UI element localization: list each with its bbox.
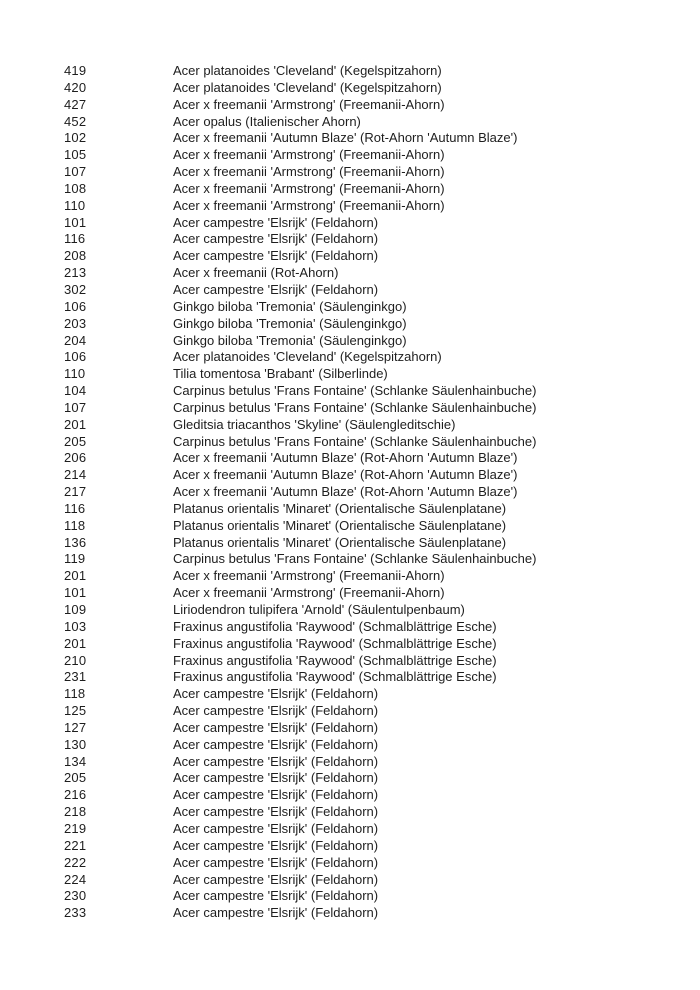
tree-name: Gleditsia triacanthos 'Skyline' (Säulengleditschie) xyxy=(173,416,456,432)
list-item xyxy=(64,535,680,552)
list-item xyxy=(64,366,680,383)
tree-number: 104 xyxy=(64,383,87,399)
tree-name: Acer x freemanii 'Armstrong' (Freemanii-Ahorn) xyxy=(173,585,445,601)
list-item xyxy=(64,349,680,366)
tree-name: Acer x freemanii 'Armstrong' (Freemanii-Ahorn) xyxy=(173,147,445,163)
list-item xyxy=(64,737,680,754)
tree-name: Tilia tomentosa 'Brabant' (Silberlinde) xyxy=(173,366,388,382)
list-item xyxy=(64,518,680,535)
tree-number: 213 xyxy=(64,265,87,281)
list-item xyxy=(64,821,680,838)
tree-name: Acer x freemanii 'Autumn Blaze' (Rot-Ahorn 'Autumn Blaze') xyxy=(173,467,518,483)
tree-name: Fraxinus angustifolia 'Raywood' (Schmalblättrige Esche) xyxy=(173,652,497,668)
list-item xyxy=(64,417,680,434)
tree-number: 205 xyxy=(64,770,87,786)
tree-number: 219 xyxy=(64,820,87,836)
tree-number: 116 xyxy=(64,231,86,247)
list-item xyxy=(64,501,680,518)
tree-name: Acer platanoides 'Cleveland' (Kegelspitzahorn) xyxy=(173,79,442,95)
tree-number: 125 xyxy=(64,703,87,719)
tree-name: Ginkgo biloba 'Tremonia' (Säulenginkgo) xyxy=(173,298,407,314)
list-item xyxy=(64,434,680,451)
tree-name: Platanus orientalis 'Minaret' (Orientalische Säulenplatane) xyxy=(173,534,507,550)
tree-name: Carpinus betulus 'Frans Fontaine' (Schlanke Säulenhainbuche) xyxy=(173,383,537,399)
list-item xyxy=(64,551,680,568)
tree-name: Acer campestre 'Elsrijk' (Feldahorn) xyxy=(173,837,379,853)
list-item xyxy=(64,703,680,720)
tree-number: 118 xyxy=(64,517,86,533)
list-item xyxy=(64,838,680,855)
list-item xyxy=(64,231,680,248)
list-item xyxy=(64,215,680,232)
list-item xyxy=(64,568,680,585)
tree-number: 110 xyxy=(64,197,86,213)
tree-name: Acer campestre 'Elsrijk' (Feldahorn) xyxy=(173,703,379,719)
tree-number: 419 xyxy=(64,63,87,78)
tree-name: Acer campestre 'Elsrijk' (Feldahorn) xyxy=(173,214,379,230)
list-item xyxy=(64,114,680,131)
tree-name: Acer x freemanii 'Autumn Blaze' (Rot-Ahorn 'Autumn Blaze') xyxy=(173,484,518,500)
tree-number: 134 xyxy=(64,753,87,769)
tree-name: Acer x freemanii 'Armstrong' (Freemanii-Ahorn) xyxy=(173,96,445,112)
tree-number: 105 xyxy=(64,147,87,163)
tree-number: 118 xyxy=(64,686,86,702)
tree-name: Acer campestre 'Elsrijk' (Feldahorn) xyxy=(173,248,379,264)
list-item xyxy=(64,265,680,282)
tree-name: Fraxinus angustifolia 'Raywood' (Schmalblättrige Esche) xyxy=(173,669,497,685)
list-item xyxy=(64,787,680,804)
list-item xyxy=(64,80,680,97)
list-item xyxy=(64,804,680,821)
list-item xyxy=(64,636,680,653)
tree-number: 218 xyxy=(64,804,87,820)
list-item xyxy=(64,248,680,265)
tree-number: 216 xyxy=(64,787,87,803)
tree-number: 427 xyxy=(64,96,87,112)
list-item xyxy=(64,63,680,80)
tree-name: Fraxinus angustifolia 'Raywood' (Schmalblättrige Esche) xyxy=(173,618,497,634)
tree-name: Fraxinus angustifolia 'Raywood' (Schmalblättrige Esche) xyxy=(173,635,497,651)
tree-number: 214 xyxy=(64,467,87,483)
tree-number: 206 xyxy=(64,450,87,466)
list-item xyxy=(64,602,680,619)
tree-name: Acer campestre 'Elsrijk' (Feldahorn) xyxy=(173,686,379,702)
list-item xyxy=(64,147,680,164)
list-item xyxy=(64,754,680,771)
list-item xyxy=(64,450,680,467)
tree-name: Carpinus betulus 'Frans Fontaine' (Schlanke Säulenhainbuche) xyxy=(173,551,537,567)
tree-number: 101 xyxy=(64,585,87,601)
tree-number: 109 xyxy=(64,602,87,617)
tree-number: 102 xyxy=(64,130,87,146)
list-item xyxy=(64,316,680,333)
tree-name: Acer platanoides 'Cleveland' (Kegelspitzahorn) xyxy=(173,63,442,78)
tree-number: 107 xyxy=(64,164,87,180)
list-item xyxy=(64,400,680,417)
tree-number: 205 xyxy=(64,433,87,449)
tree-name: Platanus orientalis 'Minaret' (Orientalische Säulenplatane) xyxy=(173,500,507,516)
tree-number: 106 xyxy=(64,298,87,314)
list-item xyxy=(64,333,680,350)
tree-name: Acer x freemanii (Rot-Ahorn) xyxy=(173,265,339,281)
tree-name: Acer campestre 'Elsrijk' (Feldahorn) xyxy=(173,854,379,870)
list-item xyxy=(64,585,680,602)
tree-name: Acer campestre 'Elsrijk' (Feldahorn) xyxy=(173,787,379,803)
tree-number: 208 xyxy=(64,248,87,264)
tree-name: Ginkgo biloba 'Tremonia' (Säulenginkgo) xyxy=(173,315,407,331)
list-item xyxy=(64,669,680,686)
list-item xyxy=(64,181,680,198)
tree-name: Acer campestre 'Elsrijk' (Feldahorn) xyxy=(173,736,379,752)
tree-number: 221 xyxy=(64,837,87,853)
list-item xyxy=(64,484,680,501)
list-item xyxy=(64,855,680,872)
tree-number: 204 xyxy=(64,332,87,348)
tree-number: 452 xyxy=(64,113,87,129)
tree-name: Acer x freemanii 'Armstrong' (Freemanii-Ahorn) xyxy=(173,180,445,196)
tree-number: 420 xyxy=(64,79,87,95)
tree-number: 119 xyxy=(64,551,86,567)
tree-number: 103 xyxy=(64,618,87,634)
tree-name: Acer campestre 'Elsrijk' (Feldahorn) xyxy=(173,905,379,921)
tree-name: Acer platanoides 'Cleveland' (Kegelspitzahorn) xyxy=(173,349,442,365)
list-item xyxy=(64,720,680,737)
list-item xyxy=(64,299,680,316)
tree-number: 203 xyxy=(64,315,87,331)
tree-number: 136 xyxy=(64,534,87,550)
tree-number: 108 xyxy=(64,180,87,196)
tree-name: Acer campestre 'Elsrijk' (Feldahorn) xyxy=(173,281,379,297)
tree-name: Acer x freemanii 'Autumn Blaze' (Rot-Ahorn 'Autumn Blaze') xyxy=(173,450,518,466)
tree-name: Acer campestre 'Elsrijk' (Feldahorn) xyxy=(173,804,379,820)
tree-name: Acer campestre 'Elsrijk' (Feldahorn) xyxy=(173,231,379,247)
list-item xyxy=(64,619,680,636)
tree-name: Acer campestre 'Elsrijk' (Feldahorn) xyxy=(173,820,379,836)
tree-number: 130 xyxy=(64,736,87,752)
tree-number: 210 xyxy=(64,652,87,668)
list-item xyxy=(64,282,680,299)
tree-name: Acer campestre 'Elsrijk' (Feldahorn) xyxy=(173,871,379,887)
list-item xyxy=(64,686,680,703)
tree-name: Acer opalus (Italienischer Ahorn) xyxy=(173,113,361,129)
tree-number: 302 xyxy=(64,281,87,297)
tree-name: Acer campestre 'Elsrijk' (Feldahorn) xyxy=(173,719,379,735)
tree-number: 222 xyxy=(64,854,87,870)
tree-list xyxy=(64,63,680,922)
tree-number: 106 xyxy=(64,349,87,365)
tree-name: Acer x freemanii 'Autumn Blaze' (Rot-Ahorn 'Autumn Blaze') xyxy=(173,130,518,146)
tree-name: Platanus orientalis 'Minaret' (Orientalische Säulenplatane) xyxy=(173,517,507,533)
list-item xyxy=(64,872,680,889)
tree-name: Acer campestre 'Elsrijk' (Feldahorn) xyxy=(173,888,379,904)
tree-name: Carpinus betulus 'Frans Fontaine' (Schlanke Säulenhainbuche) xyxy=(173,433,537,449)
tree-name: Liriodendron tulipifera 'Arnold' (Säulentulpenbaum) xyxy=(173,602,465,617)
tree-number: 110 xyxy=(64,366,86,382)
list-item xyxy=(64,130,680,147)
tree-number: 231 xyxy=(64,669,87,685)
list-item xyxy=(64,198,680,215)
list-item xyxy=(64,383,680,400)
tree-number: 101 xyxy=(64,214,87,230)
tree-name: Acer x freemanii 'Armstrong' (Freemanii-Ahorn) xyxy=(173,197,445,213)
tree-name: Ginkgo biloba 'Tremonia' (Säulenginkgo) xyxy=(173,332,407,348)
list-item xyxy=(64,164,680,181)
tree-name: Carpinus betulus 'Frans Fontaine' (Schlanke Säulenhainbuche) xyxy=(173,399,537,415)
tree-name: Acer x freemanii 'Armstrong' (Freemanii-Ahorn) xyxy=(173,164,445,180)
list-item xyxy=(64,467,680,484)
tree-number: 201 xyxy=(64,568,87,584)
list-item xyxy=(64,770,680,787)
tree-number: 127 xyxy=(64,719,87,735)
list-item xyxy=(64,888,680,905)
tree-number: 107 xyxy=(64,399,87,415)
tree-number: 224 xyxy=(64,871,87,887)
tree-name: Acer campestre 'Elsrijk' (Feldahorn) xyxy=(173,770,379,786)
tree-name: Acer campestre 'Elsrijk' (Feldahorn) xyxy=(173,753,379,769)
list-item xyxy=(64,97,680,114)
tree-number: 201 xyxy=(64,635,87,651)
tree-number: 217 xyxy=(64,484,87,500)
tree-number: 230 xyxy=(64,888,87,904)
list-item xyxy=(64,905,680,922)
list-item xyxy=(64,653,680,670)
tree-name: Acer x freemanii 'Armstrong' (Freemanii-Ahorn) xyxy=(173,568,445,584)
tree-number: 116 xyxy=(64,500,86,516)
tree-number: 201 xyxy=(64,416,87,432)
tree-number: 233 xyxy=(64,905,87,921)
